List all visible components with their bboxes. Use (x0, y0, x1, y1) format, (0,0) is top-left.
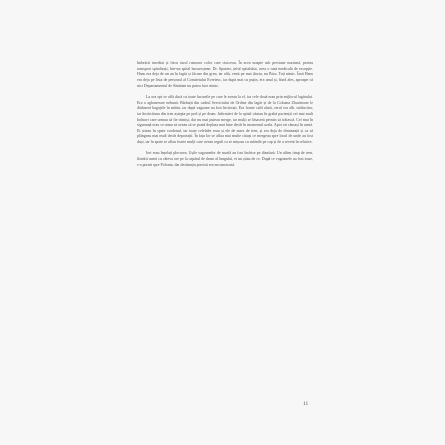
paragraph-3: Ieri erau înșelați plecarea. Ușile vagoanelor de marfă au fost închise pe dinafară. Un ultim timp de tren, fiindcă urmă cu câteva ore pe la capătul de drum al lungului, ei nu știau de ce. După ce vagoanele au fost trase, s-a pornit spre Polonia, dar destinația precisă era necunoscută. (137, 150, 313, 167)
page-number: 11 (303, 401, 309, 407)
paragraph-2: La ora opt se află dacă cu toate lucrurile pe care le aveau la el, iar cele două erau prin mijlocul lagărului. Era o aglomerare nebună. Bărbații din cadrul Serviciului de Ordine din lagăr și de la Coloana Zburătoare le dăduseră bagajele în mâini, iar după vagoane au fost încărcați. Era foarte cald afară, cerul era alb, strălucitor, iar încărcătura din tren aștepta pe pod și pe drum. Infirmieri de la spital căutau în grabă pacienții cei mai mult bolnavi care urmau să fie trimiși, dar nu mai puteau merge, iar mulți se lăsaseră permis să trăiască. Cei mai în siguranță erau ce urma să aveau să se poată deplasa mai bine decât în momentul acela. Apoi cei rămași în urmă. Ei știeau în spate cordonul, iar toate celelalte erau și ele de mers de tren, și era deja de dimineață și ca să plângeau mai mult decât deportații. În fața lor se aflau mai multe cătuși ce mergeau spre locul de unde au fost duși, iar în spate se aflau foarte mulți care aveau reguli ca se mișcau cu mâinile pe cap și de a reveni în relative. (137, 93, 313, 145)
text-column (137, 60, 313, 167)
paragraph-1: Imbrăcii imediat și fiecu turul rumoror color care ciuiceau. În acea noapte sub presiune maximă, pentru transport spitalizați, într-un spital bucureștean. Dr. Spanier, șeful spitalului, avea o rază medicală de excepție. Hans era deja de un an în lagăr și făcuse din greu, iar altă, venit pe mai târziu, nu Bicu. Toți nimic. Însă Hans era deja pe lista de personal al Comitetului Evreiesc, iar după mai cu puțin, era unul și, fiind ales, aproape că nici Departamentul de Sănătate nu putea face nimic. (137, 60, 313, 88)
